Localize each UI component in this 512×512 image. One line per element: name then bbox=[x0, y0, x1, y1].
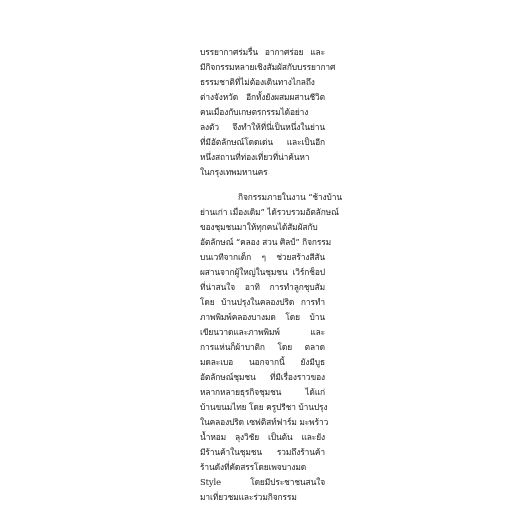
text-line: คนเมืองกับเกษตรกรรมได้อย่าง bbox=[200, 107, 309, 117]
text-line: การแห่นก็ผ้าบาติก โดย ตลาด bbox=[200, 342, 325, 352]
text-line: อัตลักษณ์ชุมชน ที่มีเรื่องราวของ bbox=[200, 372, 325, 382]
text-line: ของชุมชนมาให้ทุกคนได้สัมผัสกับ bbox=[200, 222, 318, 232]
article-paragraph-1 bbox=[200, 45, 336, 180]
text-line: มีกิจกรรมหลายเชิงสัมผัสกับบรรยากาศ bbox=[200, 62, 336, 72]
text-line: ที่มีอัตลักษณ์โดดเด่น และเป็นอีก bbox=[200, 137, 325, 147]
text-line: มาเที่ยวชมและร่วมกิจกรรม bbox=[200, 492, 297, 502]
text-line: หลากหลายธุรกิจชุมชน ได้แก่ bbox=[200, 387, 325, 397]
text-line: บรรยากาศร่มรื่น อากาศร่อย และ bbox=[200, 47, 325, 57]
text-line: ต่างจังหวัด อีกทั้งยังผสมผสานชีวิต bbox=[200, 92, 325, 102]
article-paragraph-2 bbox=[200, 190, 342, 505]
text-line: ลงตัว จึงทำให้ที่นี่เป็นหนึ่งในย่าน bbox=[200, 122, 325, 132]
text-line: กิจกรรมภายในงาน “ช้างบ้าน bbox=[238, 192, 342, 202]
text-line: โดย บ้านปรุงในคลองปริด การทำ bbox=[200, 297, 325, 307]
text-line: บนเวทีจากเด็ก ๆ ช่วยสร้างสีสัน bbox=[200, 252, 325, 262]
text-line: เขียนวาดและภาพพิมพ์ และ bbox=[200, 327, 325, 337]
text-line: มีร้านค้าในชุมชน รวมถึงร้านค้า bbox=[200, 447, 325, 457]
text-line: ภาพพิมพ์คลองบางมด โดย บ้าน bbox=[200, 312, 325, 322]
text-line: ธรรมชาติที่ไม่ต้องเดินทางไกลถึง bbox=[200, 77, 315, 87]
text-line: ในคลองปริด เซฟติสท์ฟาร์ม มะพร้าว bbox=[200, 417, 329, 427]
text-line: ผสานจากผู้ใหญ่ในชุมชน เวิร์กช็อป bbox=[200, 267, 325, 277]
text-line: ในกรุงเทพมหานคร bbox=[200, 167, 268, 177]
text-line: ร้านดังที่คัดสรรโดยเพจบางมด bbox=[200, 462, 307, 472]
text-line: มดละเบอ นอกจากนี้ ยังมีบูธ bbox=[200, 357, 325, 367]
paragraph-spacer bbox=[200, 180, 325, 190]
text-line: Style โดยมีประชาชนสนใจ bbox=[200, 477, 325, 487]
text-line: อัตลักษณ์ “คลอง สวน ศิลป์” กิจกรรม bbox=[200, 237, 332, 247]
text-line: น้ำหอม ลุงวิชัย เป็นต้น และยัง bbox=[200, 432, 325, 442]
article-column bbox=[200, 45, 342, 505]
text-line: ย่านเก่า เมืองเดิม” ได้รวบรวมอัตลักษณ์ bbox=[200, 207, 339, 217]
text-line: หนึ่งสถานที่ท่องเที่ยวที่น่าค้นหา bbox=[200, 152, 310, 162]
text-line: ที่น่าสนใจ อาทิ การทำลูกชุบสัม bbox=[200, 282, 325, 292]
text-line: บ้านขนมไทย โดย ครูปรีชา บ้านปรุง bbox=[200, 402, 328, 412]
